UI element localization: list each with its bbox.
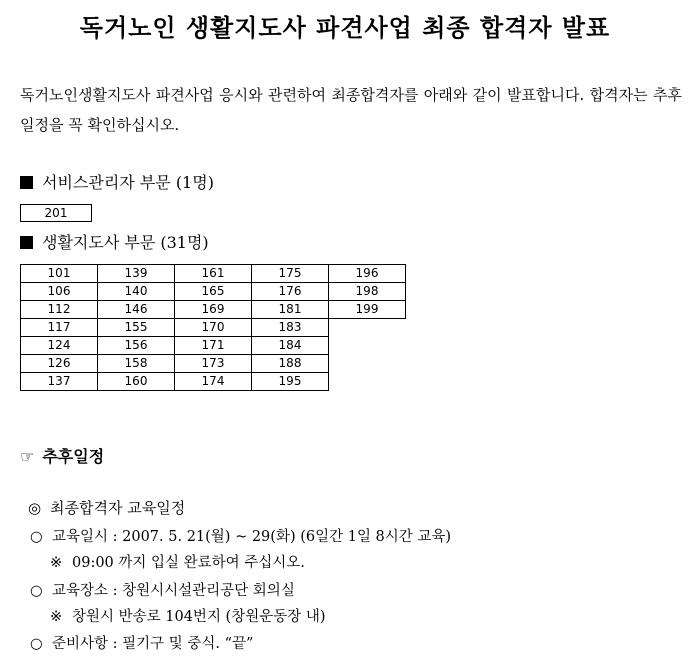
- table-row: [21, 337, 406, 355]
- schedule-note-address: [50, 607, 326, 627]
- life-section-label: 생활지도사 부문 (31명): [42, 233, 209, 252]
- table-cell: 184: [252, 337, 329, 355]
- table-cell: 195: [252, 373, 329, 391]
- life-section-heading: [20, 232, 209, 254]
- table-row: [21, 319, 406, 337]
- table-cell: 199: [329, 301, 406, 319]
- life-numbers-table: [20, 264, 406, 391]
- table-cell: 165: [175, 283, 252, 301]
- circle-bullet-icon: ○: [30, 529, 43, 545]
- table-cell: 126: [21, 355, 98, 373]
- table-row: [21, 265, 406, 283]
- table-cell: 169: [175, 301, 252, 319]
- table-cell: 181: [252, 301, 329, 319]
- reference-mark-icon: ※: [50, 555, 63, 571]
- table-cell: 106: [21, 283, 98, 301]
- table-cell: 171: [175, 337, 252, 355]
- square-bullet-icon: [20, 236, 33, 249]
- table-cell: 183: [252, 319, 329, 337]
- reference-mark-icon: ※: [50, 609, 63, 625]
- circle-bullet-icon: ○: [30, 583, 43, 599]
- table-cell: 176: [252, 283, 329, 301]
- table-cell: 101: [21, 265, 98, 283]
- schedule-prep-text: 준비사항 : 필기구 및 중식. “끝”: [52, 636, 254, 652]
- table-cell: [329, 373, 406, 391]
- table-row: [21, 301, 406, 319]
- table-cell: 156: [98, 337, 175, 355]
- table-cell: 198: [329, 283, 406, 301]
- table-cell: 160: [98, 373, 175, 391]
- schedule-note-time: [50, 553, 305, 573]
- intro-paragraph: 독거노인생활지도사 파견사업 응시와 관련하여 최종합격자를 아래와 같이 발표합니다. 합격자는 추후 일정을 꼭 확인하십시오.: [20, 86, 682, 134]
- table-row: [21, 355, 406, 373]
- sub-heading-label: 최종합격자 교육일정: [50, 499, 186, 517]
- schedule-item-date: [30, 527, 451, 547]
- schedule-heading: [20, 444, 104, 467]
- table-cell: 158: [98, 355, 175, 373]
- schedule-address-text: 창원시 반송로 104번지 (창원운동장 내): [72, 609, 326, 625]
- table-cell: 140: [98, 283, 175, 301]
- page-title: 독거노인 생활지도사 파견사업 최종 합격자 발표: [79, 14, 611, 42]
- table-cell: 124: [21, 337, 98, 355]
- table-cell: [329, 319, 406, 337]
- service-section-label: 서비스관리자 부문 (1명): [42, 173, 214, 192]
- service-number-cell: 201: [20, 204, 92, 222]
- schedule-item-place: [30, 581, 295, 601]
- table-cell: [329, 337, 406, 355]
- schedule-time-text: 09:00 까지 입실 완료하여 주십시오.: [72, 555, 305, 571]
- service-section-heading: [20, 172, 214, 194]
- table-cell: 155: [98, 319, 175, 337]
- table-cell: 161: [175, 265, 252, 283]
- schedule-place-text: 교육장소 : 창원시시설관리공단 회의실: [52, 583, 295, 599]
- table-cell: [329, 355, 406, 373]
- table-cell: 188: [252, 355, 329, 373]
- double-circle-icon: ◎: [28, 499, 42, 517]
- table-cell: 137: [21, 373, 98, 391]
- square-bullet-icon: [20, 176, 33, 189]
- pointing-hand-icon: ☞: [20, 447, 35, 466]
- circle-bullet-icon: ○: [30, 636, 43, 652]
- sub-heading: [28, 498, 185, 518]
- table-cell: 174: [175, 373, 252, 391]
- table-cell: 117: [21, 319, 98, 337]
- table-cell: 170: [175, 319, 252, 337]
- table-cell: 139: [98, 265, 175, 283]
- table-cell: 173: [175, 355, 252, 373]
- schedule-heading-label: 추후일정: [42, 447, 105, 466]
- table-row: [21, 283, 406, 301]
- table-cell: 146: [98, 301, 175, 319]
- table-row: [21, 373, 406, 391]
- schedule-date-text: 교육일시 : 2007. 5. 21(월) ~ 29(화) (6일간 1일 8시간 교육): [52, 529, 452, 545]
- table-cell: 175: [252, 265, 329, 283]
- schedule-item-prep: [30, 634, 253, 654]
- table-cell: 196: [329, 265, 406, 283]
- table-cell: 112: [21, 301, 98, 319]
